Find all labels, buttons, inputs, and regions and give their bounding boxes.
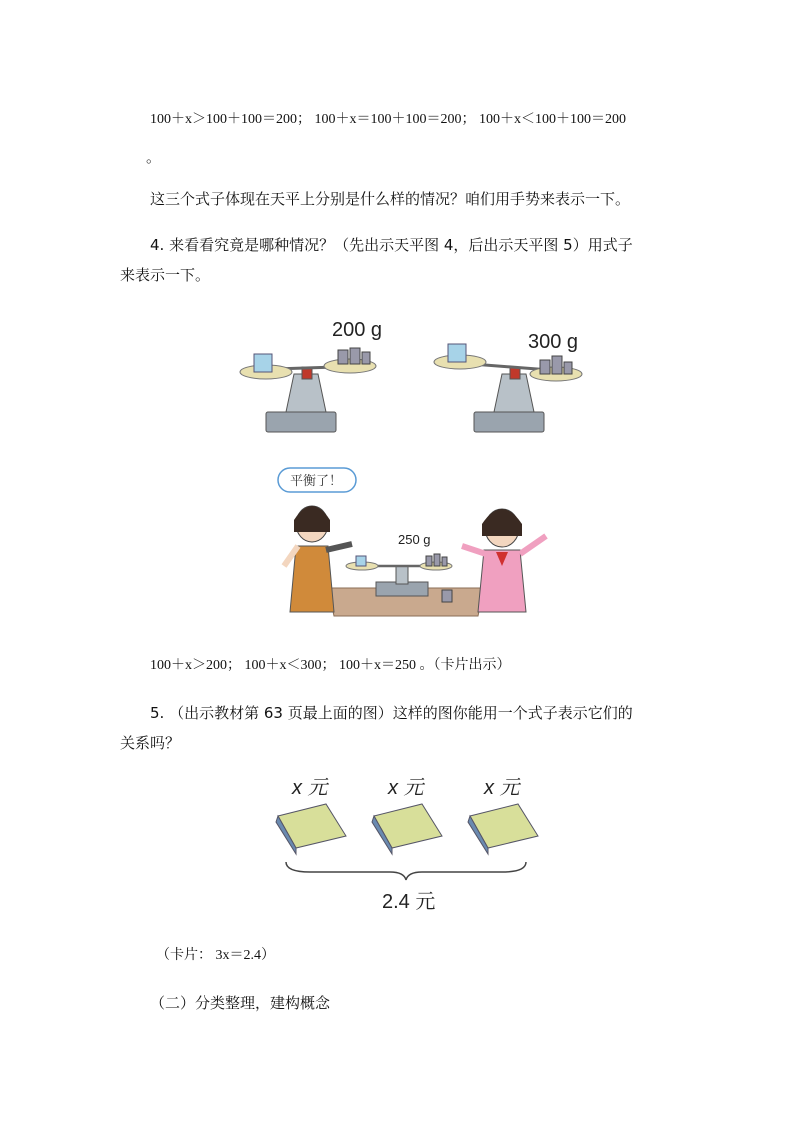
middle-scale-label: 250 g	[398, 532, 431, 547]
book-1	[276, 804, 346, 854]
girls-balance-figure	[266, 462, 566, 622]
book-price-2: x 元	[388, 777, 424, 799]
section-heading: （二）分类整理，建构概念	[150, 994, 331, 1012]
period-mark: 。	[146, 148, 162, 166]
brace	[286, 862, 526, 880]
item4-line-2: 来表示一下。	[120, 266, 211, 284]
book-price-3: x 元	[484, 777, 520, 799]
balance-scales-figure	[236, 312, 596, 442]
inequality-line: 100＋x＞200； 100＋x＜300； 100＋x＝250 。（卡片出示）	[150, 658, 511, 673]
book-2	[372, 804, 442, 854]
book-price-1: x 元	[292, 777, 328, 799]
book-3	[468, 804, 538, 854]
books-price-figure	[270, 770, 542, 920]
equation-text: 100＋x＞100＋100＝200； 100＋x＝100＋100＝200； 100＋x＜100＋100＝200	[150, 112, 626, 127]
item5-line-2: 关系吗？	[120, 734, 181, 752]
item4-line-1: 4. 来看看究竟是哪种情况？（先出示天平图 4，后出示天平图 5）用式子	[150, 236, 633, 254]
left-scale	[240, 348, 376, 432]
scale-left-label: 200 g	[332, 319, 383, 341]
question-text: 这三个式子体现在天平上分别是什么样的情况？咱们用手势来表示一下。	[150, 190, 631, 208]
scale-right-label: 300 g	[528, 331, 579, 353]
right-scale	[434, 344, 582, 432]
card-line: （卡片： 3x＝2.4）	[156, 948, 275, 963]
item5-line-1: 5. （出示教材第 63 页最上面的图）这样的图你能用一个式子表示它们的	[150, 704, 633, 722]
bubble-text: 平衡了！	[290, 473, 343, 488]
total-price: 2.4 元	[382, 891, 436, 913]
equation-line	[150, 108, 626, 128]
